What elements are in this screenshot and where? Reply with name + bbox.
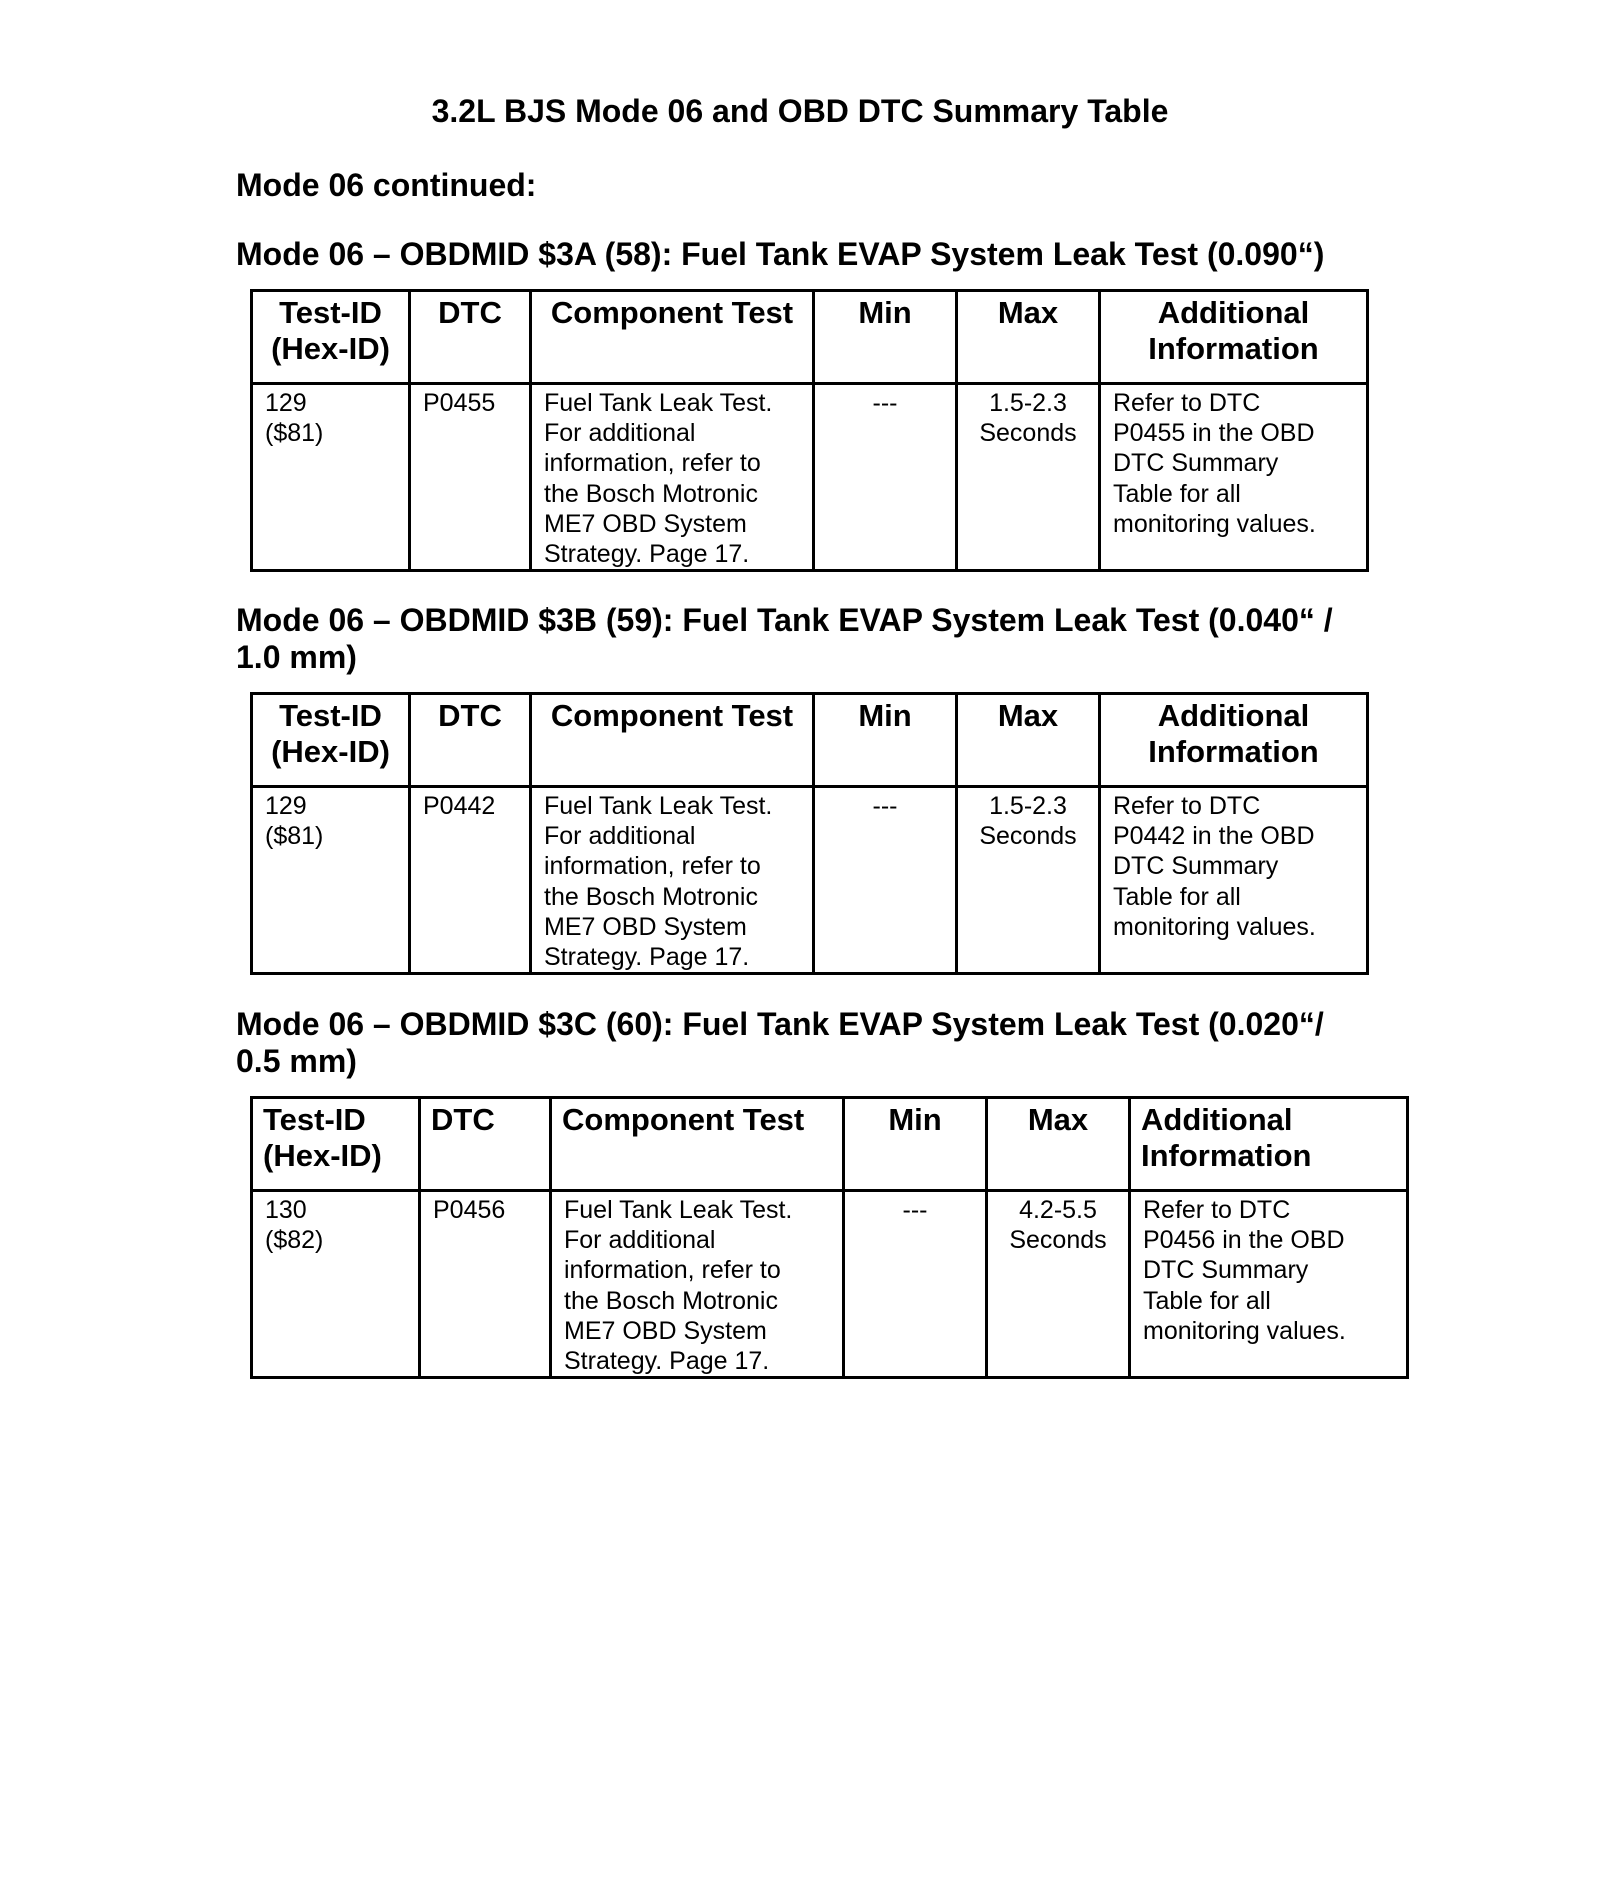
cell-min: --- xyxy=(814,787,957,974)
cell-max: 1.5-2.3 Seconds xyxy=(957,384,1100,571)
table-header-row xyxy=(252,694,1368,787)
cell-min: --- xyxy=(844,1191,987,1378)
mode06-table xyxy=(250,289,1369,572)
header-test-id: Test-ID (Hex-ID) xyxy=(252,694,410,787)
mode06-table xyxy=(250,1096,1409,1379)
cell-test-id: 129 ($81) xyxy=(252,384,410,571)
section-3b xyxy=(236,602,1366,975)
page-title: 3.2L BJS Mode 06 and OBD DTC Summary Table xyxy=(431,93,1169,129)
header-max: Max xyxy=(987,1098,1130,1191)
cell-additional-info: Refer to DTC P0456 in the OBD DTC Summary Table for all monitoring values. xyxy=(1130,1191,1408,1378)
header-min: Min xyxy=(814,291,957,384)
header-additional-info: Additional Information xyxy=(1100,291,1368,384)
header-dtc: DTC xyxy=(420,1098,551,1191)
cell-test-id: 130 ($82) xyxy=(252,1191,420,1378)
header-min: Min xyxy=(814,694,957,787)
cell-dtc: P0455 xyxy=(410,384,531,571)
header-component-test: Component Test xyxy=(551,1098,844,1191)
section-heading: Mode 06 – OBDMID $3B (59): Fuel Tank EVAP System Leak Test (0.040“ / 1.0 mm) xyxy=(236,602,1333,675)
section-heading: Mode 06 – OBDMID $3C (60): Fuel Tank EVAP System Leak Test (0.020“/ 0.5 mm) xyxy=(236,1006,1324,1079)
header-max: Max xyxy=(957,291,1100,384)
header-component-test: Component Test xyxy=(531,291,814,384)
cell-max: 1.5-2.3 Seconds xyxy=(957,787,1100,974)
mode06-table xyxy=(250,692,1369,975)
cell-test-id: 129 ($81) xyxy=(252,787,410,974)
table-row xyxy=(252,384,1368,571)
table-header-row xyxy=(252,1098,1408,1191)
table-header-row xyxy=(252,291,1368,384)
cell-dtc: P0442 xyxy=(410,787,531,974)
section-3a xyxy=(236,236,1366,572)
cell-min: --- xyxy=(814,384,957,571)
cell-additional-info: Refer to DTC P0455 in the OBD DTC Summary Table for all monitoring values. xyxy=(1100,384,1368,571)
cell-component-test: Fuel Tank Leak Test. For additional information, refer to the Bosch Motronic ME7 OBD System Strategy. Page 17. xyxy=(551,1191,844,1378)
header-dtc: DTC xyxy=(410,694,531,787)
header-additional-info: Additional Information xyxy=(1100,694,1368,787)
table-row xyxy=(252,1191,1408,1378)
cell-max: 4.2-5.5 Seconds xyxy=(987,1191,1130,1378)
subtitle: Mode 06 continued: xyxy=(236,167,537,203)
cell-component-test: Fuel Tank Leak Test. For additional information, refer to the Bosch Motronic ME7 OBD System Strategy. Page 17. xyxy=(531,787,814,974)
cell-component-test: Fuel Tank Leak Test. For additional information, refer to the Bosch Motronic ME7 OBD System Strategy. Page 17. xyxy=(531,384,814,571)
cell-dtc: P0456 xyxy=(420,1191,551,1378)
header-min: Min xyxy=(844,1098,987,1191)
header-component-test: Component Test xyxy=(531,694,814,787)
header-test-id: Test-ID (Hex-ID) xyxy=(252,291,410,384)
table-row xyxy=(252,787,1368,974)
header-test-id: Test-ID (Hex-ID) xyxy=(252,1098,420,1191)
header-max: Max xyxy=(957,694,1100,787)
cell-additional-info: Refer to DTC P0442 in the OBD DTC Summary Table for all monitoring values. xyxy=(1100,787,1368,974)
section-3c xyxy=(236,1006,1366,1379)
header-additional-info: Additional Information xyxy=(1130,1098,1408,1191)
section-heading: Mode 06 – OBDMID $3A (58): Fuel Tank EVAP System Leak Test (0.090“) xyxy=(236,236,1325,272)
header-dtc: DTC xyxy=(410,291,531,384)
